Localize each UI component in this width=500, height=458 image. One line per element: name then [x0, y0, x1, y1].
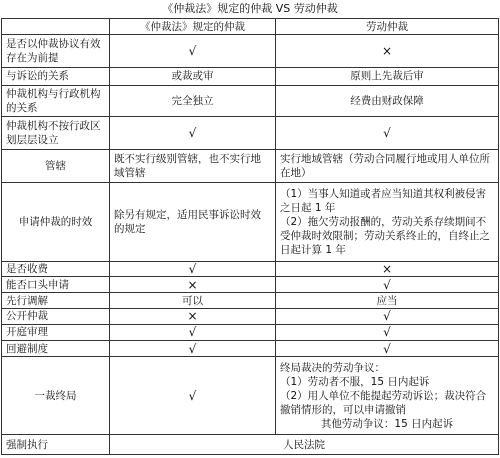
- cell-labor-arbitration: 应当: [276, 292, 499, 308]
- header-empty-cell: [2, 19, 110, 35]
- cell-labor-arbitration: √: [276, 277, 499, 292]
- cell-labor-arbitration: [276, 357, 499, 435]
- cell-arbitration-law: 可以: [110, 292, 276, 308]
- table-row: [2, 68, 499, 85]
- row-label: 能否口头申请: [2, 277, 110, 292]
- row-label: 仲裁机构与行政机构的关系: [2, 85, 110, 117]
- cell-arbitration-law: √: [110, 35, 276, 68]
- cell-labor-arbitration: 实行地域管辖（劳动合同履行地或用人单位所在地）: [276, 150, 499, 183]
- row-label: 仲裁机构不按行政区划层层设立: [2, 117, 110, 150]
- table-row: [2, 150, 499, 183]
- header-col-labor-arbitration: 劳动仲裁: [276, 19, 499, 35]
- header-col-arbitration-law: 《仲裁法》规定的仲裁: [110, 19, 276, 35]
- table-row: [2, 309, 499, 324]
- table-row: [2, 357, 499, 435]
- row-label: 公开仲裁: [2, 309, 110, 324]
- table-row: [2, 324, 499, 340]
- cell-arbitration-law: √: [110, 117, 276, 150]
- row-label: 与诉讼的关系: [2, 68, 110, 85]
- cell-arbitration-law: 既不实行级别管辖，也不实行地域管辖: [110, 150, 276, 183]
- cell-arbitration-law: ×: [110, 277, 276, 292]
- final-award-item-2: （2）用人单位不能提起劳动诉讼；裁决符合撤销情形的，可以申请撤销: [280, 389, 487, 416]
- final-award-heading: 终局裁决的劳动争议：: [280, 361, 385, 374]
- cell-labor-arbitration: √: [276, 324, 499, 340]
- table-row: [2, 277, 499, 292]
- cell-arbitration-law: √: [110, 357, 276, 435]
- cell-labor-arbitration: √: [276, 309, 499, 324]
- table-row: [2, 117, 499, 150]
- cell-labor-arbitration: ×: [276, 35, 499, 68]
- cell-arbitration-law: √: [110, 324, 276, 340]
- comparison-table: [1, 18, 499, 455]
- cell-arbitration-law: 除另有规定，适用民事诉讼时效的规定: [110, 183, 276, 262]
- other-disputes-note: 其他劳动争议：15 日内起诉: [320, 417, 454, 430]
- cell-arbitration-law: ×: [110, 309, 276, 324]
- cell-arbitration-law: 完全独立: [110, 85, 276, 117]
- table-row: [2, 85, 499, 117]
- table-row: [2, 341, 499, 357]
- table-title: 《仲裁法》规定的仲裁 VS 劳动仲裁: [162, 2, 338, 15]
- cell-enforcement: 人民法院: [110, 435, 499, 455]
- table-header-row: [2, 19, 499, 35]
- row-label: 管辖: [2, 150, 110, 183]
- cell-labor-arbitration: 原则上先裁后审: [276, 68, 499, 85]
- table-row: [2, 183, 499, 262]
- table-row: [2, 435, 499, 455]
- limitation-item-2: （2）拖欠劳动报酬的，劳动关系存续期间不受仲裁时效限制；劳动关系终止的，自终止之日起计算 1 年: [280, 216, 490, 257]
- row-label: 强制执行: [2, 435, 110, 455]
- cell-labor-arbitration: 经费由财政保障: [276, 85, 499, 117]
- row-label: 开庭审理: [2, 324, 110, 340]
- table-row: [2, 262, 499, 277]
- cell-labor-arbitration: √: [276, 341, 499, 357]
- row-label: 回避制度: [2, 341, 110, 357]
- row-label: 是否收费: [2, 262, 110, 277]
- table-row: [2, 292, 499, 308]
- final-award-item-1: （1）劳动者不服，15 日内起诉: [280, 375, 430, 388]
- cell-arbitration-law: √: [110, 341, 276, 357]
- cell-labor-arbitration: √: [276, 117, 499, 150]
- cell-labor-arbitration: [276, 183, 499, 262]
- cell-arbitration-law: √: [110, 262, 276, 277]
- limitation-item-1: （1）当事人知道或者应当知道其权利被侵害之日起 1 年: [280, 188, 487, 215]
- row-label: 是否以仲裁协议有效存在为前提: [2, 35, 110, 68]
- row-label: 先行调解: [2, 292, 110, 308]
- row-label: 一裁终局: [2, 357, 110, 435]
- row-label: 申请仲裁的时效: [2, 183, 110, 262]
- cell-arbitration-law: 或裁或审: [110, 68, 276, 85]
- cell-labor-arbitration: ×: [276, 262, 499, 277]
- table-row: [2, 35, 499, 68]
